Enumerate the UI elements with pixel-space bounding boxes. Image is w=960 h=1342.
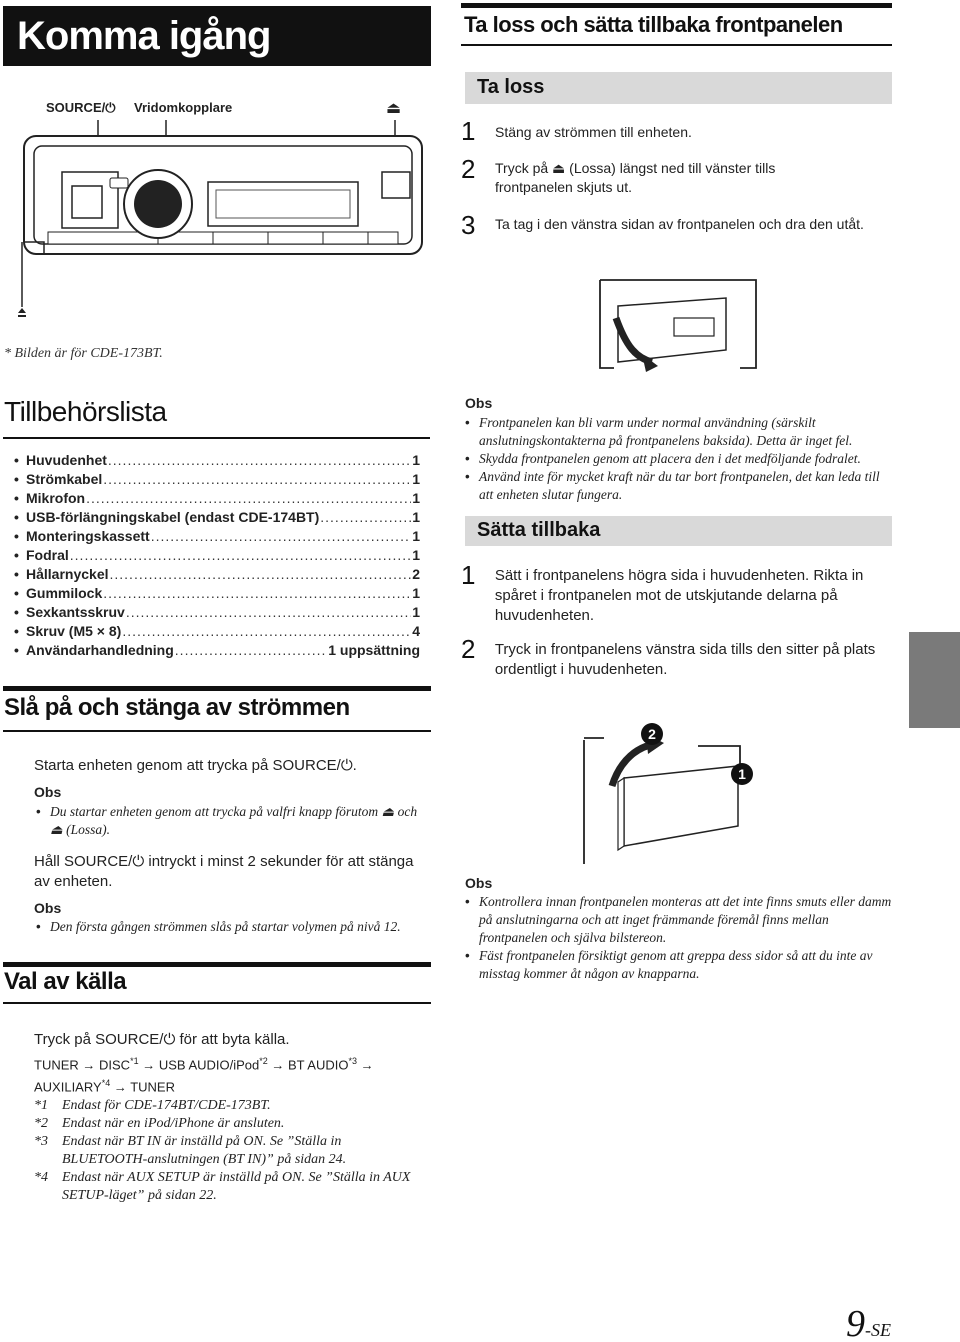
attach-obs-label: Obs bbox=[465, 875, 493, 891]
power-rule-top bbox=[3, 686, 431, 691]
list-item: • Kontrollera innan frontpanelen monteras att det inte finns smuts eller damm på anslutningarna och att inget främmande föremål finns mellan frontpanelen och själva bilstereon. bbox=[463, 893, 893, 947]
list-item: • Frontpanelen kan bli varm under normal användning (särskilt anslutningskontakterna på frontpanelens baksida). Detta är inget fel. bbox=[463, 414, 893, 450]
list-item: • Strömkabel ..... 1 bbox=[10, 471, 420, 490]
footnote: *1 Endast för CDE-174BT/CDE-173BT. bbox=[34, 1098, 271, 1113]
power-rule-bottom bbox=[3, 730, 431, 732]
footnote: *3 Endast när BT IN är inställd på ON. Se ”Ställa in BLUETOOTH-anslutningen (BT IN)” på sidan 24. bbox=[34, 1134, 347, 1167]
list-item: • Huvudenhet ..... 1 bbox=[10, 452, 420, 471]
source-footnotes bbox=[34, 1097, 429, 1205]
list-item: • Hållarnyckel ..... 2 bbox=[10, 566, 420, 585]
power-hold-text: Håll SOURCE/⏻ intryckt i minst 2 sekunder för att stänga av enheten. bbox=[34, 853, 414, 890]
list-item: • USB-förlängningskabel (endast CDE-174BT) ..... 1 bbox=[10, 509, 420, 528]
list-item: • Användarhandledning ..... 1 uppsättning bbox=[10, 642, 420, 661]
attach-obs-list bbox=[463, 893, 893, 983]
remove-steps bbox=[461, 116, 881, 260]
attach-steps bbox=[461, 560, 891, 684]
footnote: *2 Endast när en iPod/iPhone är ansluten. bbox=[34, 1116, 285, 1131]
side-thumb-tab bbox=[909, 632, 960, 728]
callout-2: 2 bbox=[648, 726, 656, 742]
remove-obs-label: Obs bbox=[465, 395, 493, 411]
step-row: 3 Ta tag i den vänstra sidan av frontpanelen och dra den utåt. bbox=[461, 210, 864, 240]
source-sequence: TUNER → $DISC^{*1}$ → USB AUDIO/iPod$^{*2}$ → BT $AUDIO^{*3}$ → $AUXILIARY^{*4}$ → TUNER bbox=[34, 1056, 374, 1095]
remove-obs-list bbox=[463, 414, 893, 504]
panel-heading: Ta loss och sätta tillbaka frontpanelen bbox=[464, 12, 843, 37]
remove-panel-illustration bbox=[596, 276, 761, 376]
page-number: 9-SE bbox=[846, 1303, 891, 1342]
source-rule-top bbox=[3, 962, 431, 967]
source-heading: Val av källa bbox=[4, 968, 127, 995]
step-row: 1 Stäng av strömmen till enheten. bbox=[461, 116, 692, 146]
attach-band: Sätta tillbaka bbox=[465, 516, 892, 546]
device-note: * Bilden är för CDE-173BT. bbox=[4, 346, 163, 361]
list-item: • Använd inte för mycket kraft när du tar bort frontpanelen, det kan leda till att enheten slutar fungera. bbox=[463, 468, 893, 504]
eject-top-label: ⏏ bbox=[386, 100, 402, 117]
power-obs2-label: Obs bbox=[34, 900, 62, 916]
footnote: *4 Endast när AUX SETUP är inställd på ON. Se ”Ställa in AUX SETUP-läget” på sidan 22. bbox=[34, 1170, 411, 1203]
power-obs1-label: Obs bbox=[34, 784, 62, 800]
page-title: Komma igång bbox=[3, 6, 431, 66]
source-press-text: Tryck på SOURCE/⏻ för att byta källa. bbox=[34, 1031, 290, 1048]
step-row: 2 Tryck på ⏏ (Lossa) längst ned till vänster tills frontpanelen skjuts ut. bbox=[461, 154, 776, 195]
list-item: • Skruv (M5 × 8) ..... 4 bbox=[10, 623, 420, 642]
rotary-label: Vridomkopplare bbox=[134, 100, 233, 115]
step-row: 2 Tryck in frontpanelens vänstra sida tills den sitter på plats ordentligt i huvudenheten. bbox=[461, 634, 876, 678]
list-item: • Fodral ..... 1 bbox=[10, 547, 420, 566]
list-item: • Den första gången strömmen slås på startar volymen på nivå 12. bbox=[34, 918, 429, 936]
power-obs2-list bbox=[34, 918, 429, 936]
power-start-text: Starta enheten genom att trycka på SOURCE/⏻. bbox=[34, 757, 357, 774]
list-item: • Gummilock ..... 1 bbox=[10, 585, 420, 604]
list-item: • Sexkantsskruv ..... 1 bbox=[10, 604, 420, 623]
head-unit-illustration bbox=[18, 112, 428, 332]
list-item: • Skydda frontpanelen genom att placera den i det medföljande fodralet. bbox=[463, 450, 893, 468]
accessories-heading: Tillbehörslista bbox=[4, 396, 167, 427]
list-item: • Mikrofon ..... 1 bbox=[10, 490, 420, 509]
accessories-rule bbox=[3, 437, 430, 439]
accessories-list bbox=[10, 452, 420, 661]
list-item: • Du startar enheten genom att trycka på valfri knapp förutom ⏏ och ⏏ (Lossa). bbox=[34, 803, 429, 839]
callout-1: 1 bbox=[738, 766, 746, 782]
source-label: SOURCE/⏻ bbox=[46, 100, 116, 115]
source-rule-bottom bbox=[3, 1002, 431, 1004]
remove-band: Ta loss bbox=[465, 72, 892, 104]
list-item: • Monteringskassett ..... 1 bbox=[10, 528, 420, 547]
power-heading: Slå på och stänga av strömmen bbox=[4, 694, 350, 721]
attach-panel-illustration bbox=[580, 716, 760, 868]
step-row: 1 Sätt i frontpanelens högra sida i huvudenheten. Rikta in spåret i frontpanelen mot de utskjutande delarna på huvudenheten. bbox=[461, 560, 864, 624]
panel-rule-bottom bbox=[461, 44, 892, 46]
list-item: • Fäst frontpanelen försiktigt genom att greppa dess sidor så att du inte av misstag kommer åt någon av knapparna. bbox=[463, 947, 893, 983]
power-obs1-list bbox=[34, 803, 429, 839]
panel-rule-top bbox=[461, 3, 892, 8]
